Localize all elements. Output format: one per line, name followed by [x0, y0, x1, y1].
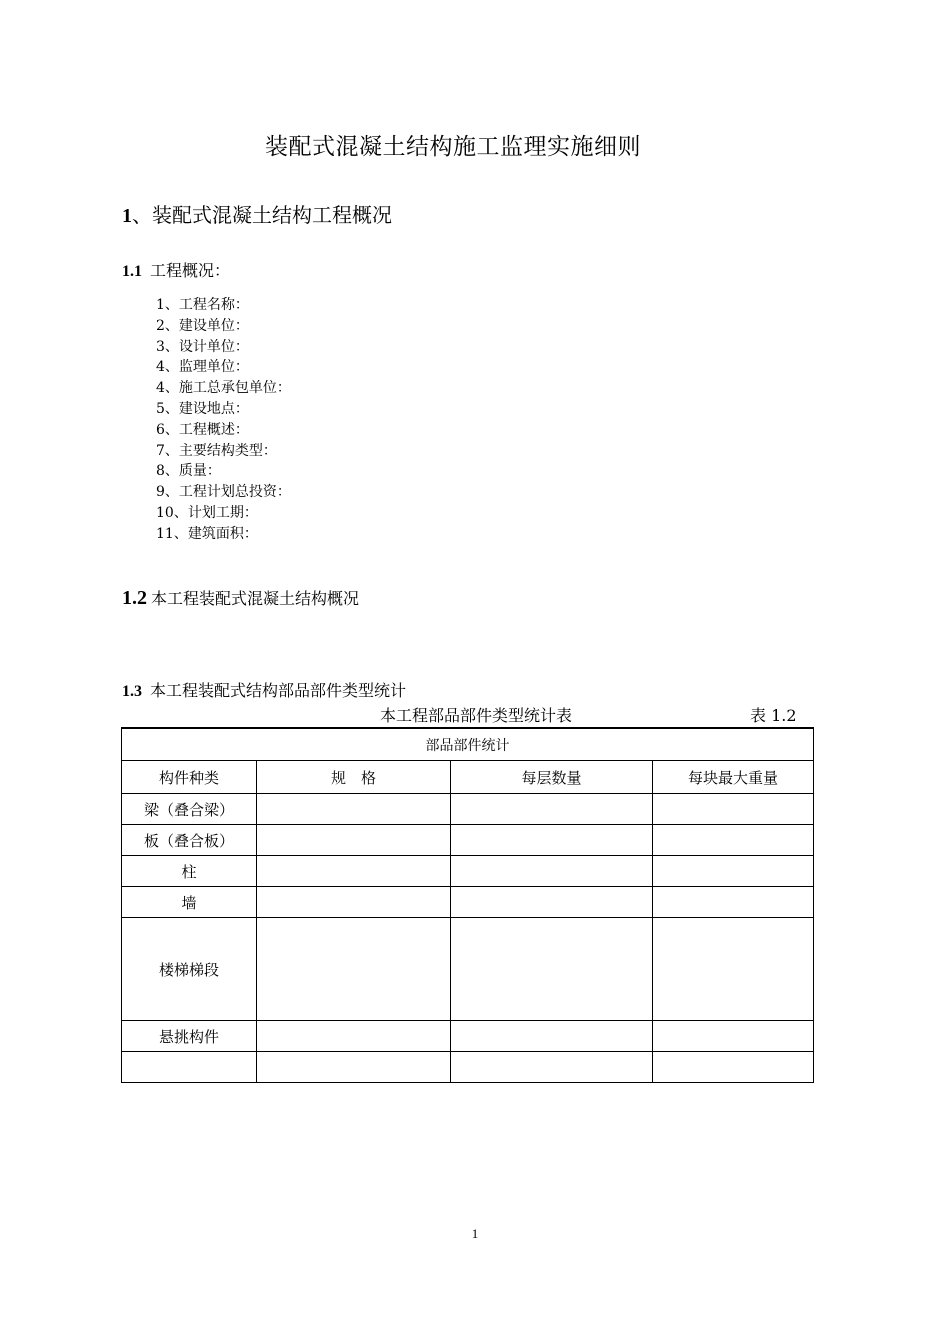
list-item: 5、建设地点：: [156, 400, 249, 417]
table-cell: [257, 856, 451, 887]
section-number: 1.2: [122, 587, 147, 609]
list-item: 6、工程概述：: [156, 421, 249, 438]
table-cell: [257, 1021, 451, 1052]
table-cell: [451, 918, 653, 1021]
table-cell: [451, 825, 653, 856]
table-row: [122, 794, 814, 825]
table-cell: [451, 794, 653, 825]
section-title: 、装配式混凝土结构工程概况: [132, 203, 392, 227]
component-type-cell: 梁（叠合梁）: [122, 794, 257, 825]
table-row: [122, 1052, 814, 1083]
table-caption: [0, 703, 950, 725]
table-group-header: 部品部件统计: [122, 728, 814, 761]
section-1-3-heading: [122, 678, 406, 701]
table-row: [122, 887, 814, 918]
table-row: [122, 825, 814, 856]
section-title: 本工程装配式混凝土结构概况: [151, 589, 360, 608]
section-1-heading: [122, 199, 392, 228]
table-cell: [451, 887, 653, 918]
list-item: 10、计划工期：: [156, 504, 258, 521]
table-cell: [257, 794, 451, 825]
column-header: 构件种类: [122, 761, 257, 794]
component-type-cell: [122, 1052, 257, 1083]
page-number: 1: [471, 1226, 479, 1241]
component-type-cell: 悬挑构件: [122, 1021, 257, 1052]
table-cell: [653, 887, 814, 918]
component-type-cell: 柱: [122, 856, 257, 887]
list-item: 8、质量：: [156, 463, 221, 480]
section-title: 本工程装配式结构部品部件类型统计: [150, 681, 407, 700]
table-cell: [257, 918, 451, 1021]
page-title: 装配式混凝土结构施工监理实施细则: [265, 134, 641, 160]
list-item: 2、建设单位：: [156, 317, 249, 334]
section-1-2-heading: [122, 586, 359, 610]
column-header: 每层数量: [451, 761, 653, 794]
table-title: 本工程部品部件类型统计表: [379, 706, 572, 725]
table-cell: [257, 825, 451, 856]
table-cell: [653, 918, 814, 1021]
table-cell: [653, 1021, 814, 1052]
list-item: 4、监理单位：: [156, 359, 249, 376]
list-item: 11、建筑面积：: [156, 525, 258, 542]
table-cell: [653, 794, 814, 825]
section-title: 工程概况：: [150, 261, 231, 280]
list-item: 1、工程名称：: [156, 297, 249, 313]
table-cell: [653, 825, 814, 856]
section-1-1-heading: [122, 258, 230, 281]
section-number: 1: [122, 205, 132, 227]
table-cell: [451, 1052, 653, 1083]
section-number: 1.3: [122, 683, 142, 700]
table-row: [122, 1021, 814, 1052]
table-cell: [451, 1021, 653, 1052]
table-cell: [257, 887, 451, 918]
list-item: 4、施工总承包单位：: [156, 380, 291, 397]
table-cell: [653, 856, 814, 887]
table-cell: [451, 856, 653, 887]
column-header: 每块最大重量: [653, 761, 814, 794]
component-type-cell: 板（叠合板）: [122, 825, 257, 856]
table-number: 表 1.2: [750, 706, 797, 725]
project-overview-list: [156, 295, 291, 545]
component-type-cell: 楼梯梯段: [122, 918, 257, 1021]
table-cell: [653, 1052, 814, 1083]
list-item: 9、工程计划总投资：: [156, 484, 291, 501]
column-header: 规 格: [257, 761, 451, 794]
table-row: [122, 918, 814, 1021]
list-item: 7、主要结构类型：: [156, 442, 277, 459]
table-cell: [257, 1052, 451, 1083]
section-number: 1.1: [122, 263, 142, 280]
list-item: 3、设计单位：: [156, 338, 249, 355]
component-type-cell: 墙: [122, 887, 257, 918]
table-row: [122, 856, 814, 887]
component-stats-table: [121, 727, 814, 1083]
